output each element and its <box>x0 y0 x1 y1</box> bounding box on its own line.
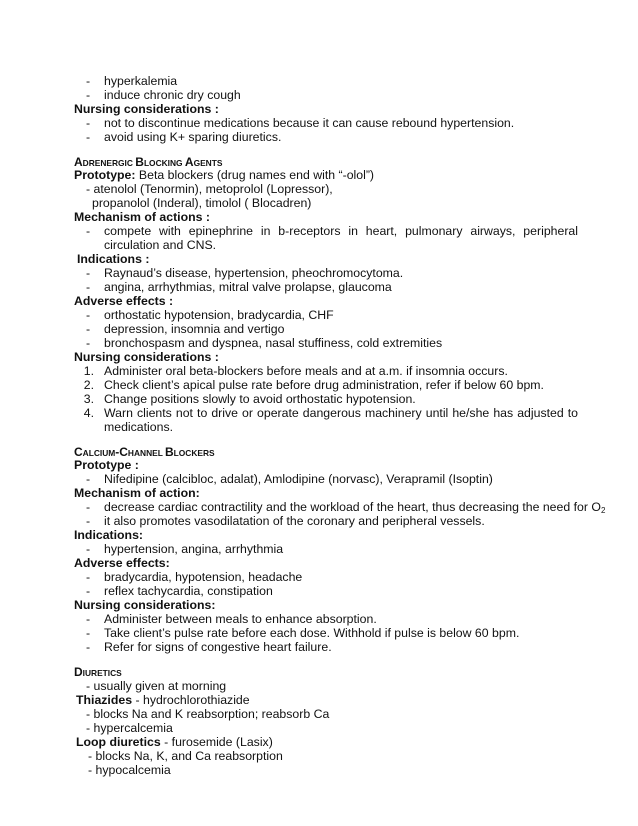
bullet-dash: - <box>86 266 91 280</box>
list-item: - hypercalcemia <box>86 721 173 735</box>
list-item: medications. <box>104 420 174 434</box>
bullet-dash: - <box>86 88 91 102</box>
section-title: Mechanism of actions : <box>74 210 210 224</box>
list-item: Administer between meals to enhance absorption. <box>104 612 377 626</box>
bullet-dash: - <box>86 280 91 294</box>
bullet-dash: - <box>86 626 91 640</box>
bullet-dash: - <box>86 542 91 556</box>
list-item: orthostatic hypotension, bradycardia, CHF <box>104 308 334 322</box>
bullet-dash: - <box>86 224 91 238</box>
list-item: reflex tachycardia, constipation <box>104 584 273 598</box>
bullet-dash: - <box>86 74 91 88</box>
prototype-line: - atenolol (Tenormin), metoprolol (Lopressor), <box>86 182 333 196</box>
bullet-dash: - <box>86 336 91 350</box>
list-number: 2. <box>83 378 94 392</box>
list-number: 3. <box>83 392 94 406</box>
list-number: 1. <box>83 364 94 378</box>
list-item: it also promotes vasodilatation of the coronary and peripheral vessels. <box>104 514 485 528</box>
list-item: Change positions slowly to avoid orthostatic hypotension. <box>104 392 416 406</box>
section-title: Prototype : <box>74 458 139 472</box>
section-title: Adverse effects: <box>74 556 170 570</box>
heading-diuretics: DIURETICS <box>74 665 122 679</box>
list-item: induce chronic dry cough <box>104 88 241 102</box>
list-item: hypertension, angina, arrhythmia <box>104 542 284 556</box>
list-item: Warn clients not to drive or operate dangerous machinery until he/she has adjusted to <box>104 406 578 420</box>
bullet-dash: - <box>86 500 91 514</box>
heading-calcium-channel: CALCIUM-CHANNEL BLOCKERS <box>74 445 215 459</box>
section-title: Nursing considerations : <box>74 350 219 364</box>
subheading-loop-diuretics: Loop diuretics - furosemide (Lasix) <box>76 735 273 749</box>
bullet-dash: - <box>86 640 91 654</box>
list-item: bradycardia, hypotension, headache <box>104 570 303 584</box>
list-number: 4. <box>83 406 94 420</box>
list-item: hyperkalemia <box>104 74 178 88</box>
bullet-dash: - <box>86 116 91 130</box>
list-item: Raynaud’s disease, hypertension, pheochromocytoma. <box>104 266 404 280</box>
list-item: bronchospasm and dyspnea, nasal stuffiness, cold extremities <box>104 336 443 350</box>
bullet-dash: - <box>86 570 91 584</box>
heading-adrenergic: ADRENERGIC BLOCKING AGENTS <box>74 155 223 169</box>
list-item: - blocks Na, K, and Ca reabsorption <box>88 749 283 763</box>
section-title: Mechanism of action: <box>74 486 200 500</box>
prototype-line: Prototype: Beta blockers (drug names end with “-olol”) <box>74 168 375 182</box>
bullet-dash: - <box>86 308 91 322</box>
list-item: Nifedipine (calcibloc, adalat), Amlodipine (norvasc), Verapramil (Isoptin) <box>104 472 493 486</box>
list-item: decrease cardiac contractility and the workload of the heart, thus decreasing the need for $O_2$ <box>104 500 606 515</box>
list-item: - usually given at morning <box>86 679 227 693</box>
list-item: circulation and CNS. <box>104 238 217 252</box>
list-item: avoid using K+ sparing diuretics. <box>104 130 282 144</box>
list-item: Check client’s apical pulse rate before drug administration, refer if below 60 bpm. <box>104 378 544 392</box>
list-item: compete with epinephrine in b-receptors in heart, pulmonary airways, peripheral <box>104 224 578 238</box>
list-item: angina, arrhythmias, mitral valve prolapse, glaucoma <box>104 280 392 294</box>
section-title: Nursing considerations: <box>74 598 216 612</box>
bullet-dash: - <box>86 612 91 626</box>
bullet-dash: - <box>86 472 91 486</box>
prototype-line: propanolol (Inderal), timolol ( Blocadren) <box>92 196 312 210</box>
section-title: Indications : <box>77 252 150 266</box>
list-item: depression, insomnia and vertigo <box>104 322 285 336</box>
bullet-dash: - <box>86 130 91 144</box>
bullet-dash: - <box>86 322 91 336</box>
bullet-dash: - <box>86 584 91 598</box>
list-item: Administer oral beta-blockers before meals and at a.m. if insomnia occurs. <box>104 364 508 378</box>
section-title: Nursing considerations : <box>74 102 219 116</box>
list-item: Refer for signs of congestive heart failure. <box>104 640 332 654</box>
list-item: not to discontinue medications because it can cause rebound hypertension. <box>104 116 515 130</box>
list-item: - hypocalcemia <box>88 763 171 777</box>
section-title: Adverse effects : <box>74 294 174 308</box>
bullet-dash: - <box>86 514 91 528</box>
list-item: - blocks Na and K reabsorption; reabsorb Ca <box>86 707 330 721</box>
section-title: Indications: <box>74 528 144 542</box>
subheading-thiazides: Thiazides - hydrochlorothiazide <box>76 693 250 707</box>
list-item: Take client’s pulse rate before each dose. Withhold if pulse is below 60 bpm. <box>104 626 520 640</box>
